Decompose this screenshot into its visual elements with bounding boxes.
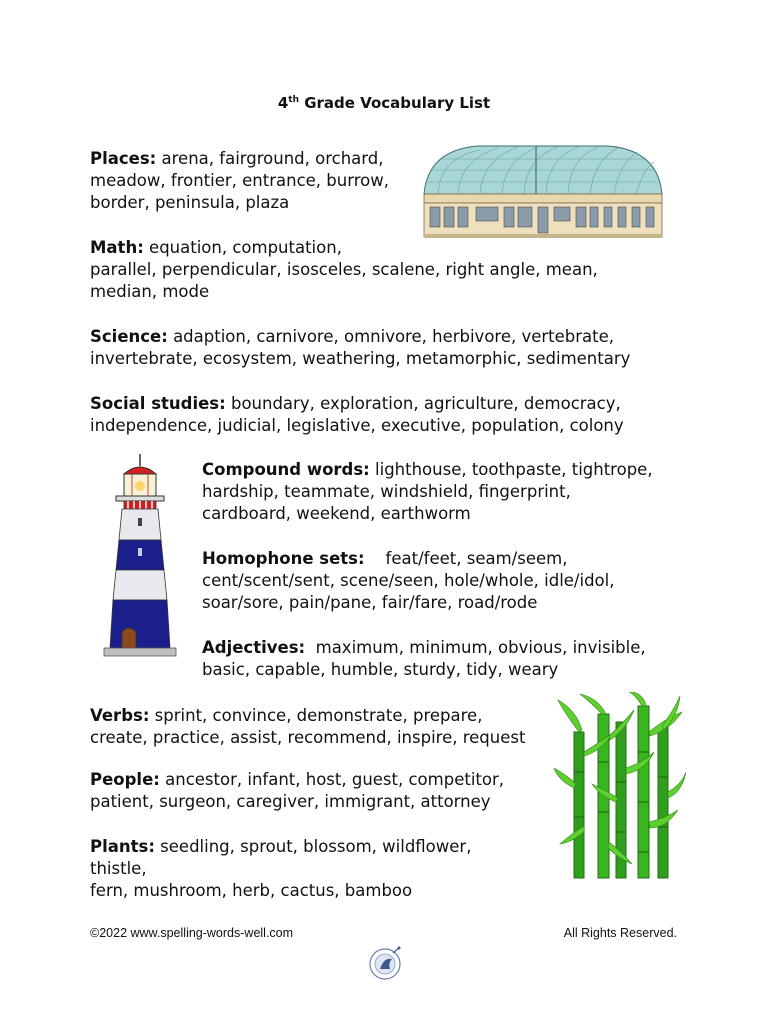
section-words: adaption, carnivore, omnivore, herbivore, vertebrate, — [167, 327, 615, 346]
section-words: basic, capable, humble, sturdy, tidy, weary — [202, 660, 559, 679]
section-words: cardboard, weekend, earthworm — [202, 504, 471, 523]
section-label: Verbs: — [90, 706, 150, 725]
lighthouse-illustration — [100, 452, 180, 662]
bamboo-illustration — [554, 692, 686, 880]
footer-copyright: ©2022 www.spelling-words-well.com — [90, 926, 294, 940]
section-words: seedling, sprout, blossom, wildflower, thistle, — [90, 837, 472, 878]
section-plants — [90, 836, 530, 902]
section-words: lighthouse, toothpaste, tightrope, — [369, 460, 653, 479]
section-math — [90, 237, 650, 303]
section-verbs — [90, 705, 550, 749]
section-words: sprint, convince, demonstrate, prepare, — [149, 706, 483, 725]
section-words: patient, surgeon, caregiver, immigrant, attorney — [90, 792, 491, 811]
section-label: Math: — [90, 238, 144, 257]
page-title — [0, 94, 768, 112]
section-words: independence, judicial, legislative, executive, population, colony — [90, 416, 624, 435]
section-words: median, mode — [90, 282, 210, 301]
section-social-studies — [90, 393, 680, 437]
section-words: parallel, perpendicular, isosceles, scalene, right angle, mean, — [90, 260, 598, 279]
section-words: border, peninsula, plaza — [90, 193, 290, 212]
section-words: fern, mushroom, herb, cactus, bamboo — [90, 881, 413, 900]
section-words: cent/scent/sent, scene/seen, hole/whole, idle/idol, — [202, 571, 615, 590]
title-text: Grade Vocabulary List — [298, 94, 491, 112]
footer-rights: All Rights Reserved. — [563, 926, 677, 940]
section-adjectives — [202, 637, 672, 681]
title-grade-number: 4 — [277, 94, 289, 112]
section-words: create, practice, assist, recommend, inspire, request — [90, 728, 526, 747]
section-people — [90, 769, 530, 813]
section-science — [90, 326, 670, 370]
section-label: Adjectives: — [202, 638, 306, 657]
section-places — [90, 148, 410, 214]
section-label: Places: — [90, 149, 157, 168]
section-label: Homophone sets: — [202, 549, 365, 568]
section-words: meadow, frontier, entrance, burrow, — [90, 171, 389, 190]
section-label: Plants: — [90, 837, 155, 856]
section-words: arena, fairground, orchard, — [156, 149, 384, 168]
section-words: boundary, exploration, agriculture, democracy, — [225, 394, 621, 413]
section-label: People: — [90, 770, 160, 789]
section-label: Social studies: — [90, 394, 226, 413]
section-words: invertebrate, ecosystem, weathering, metamorphic, sedimentary — [90, 349, 631, 368]
section-words: equation, computation, — [143, 238, 342, 257]
section-compound-words — [202, 459, 672, 525]
arena-illustration — [418, 142, 666, 242]
section-words: soar/sore, pain/pane, fair/fare, road/rode — [202, 593, 538, 612]
section-label: Science: — [90, 327, 168, 346]
title-ordinal-suffix: th — [288, 95, 299, 105]
section-words: feat/feet, seam/seem, — [364, 549, 568, 568]
section-homophone-sets — [202, 548, 672, 614]
section-words: ancestor, infant, host, guest, competitor, — [159, 770, 504, 789]
section-words: maximum, minimum, obvious, invisible, — [305, 638, 646, 657]
section-words: hardship, teammate, windshield, fingerprint, — [202, 482, 571, 501]
site-logo — [366, 945, 404, 983]
section-label: Compound words: — [202, 460, 370, 479]
